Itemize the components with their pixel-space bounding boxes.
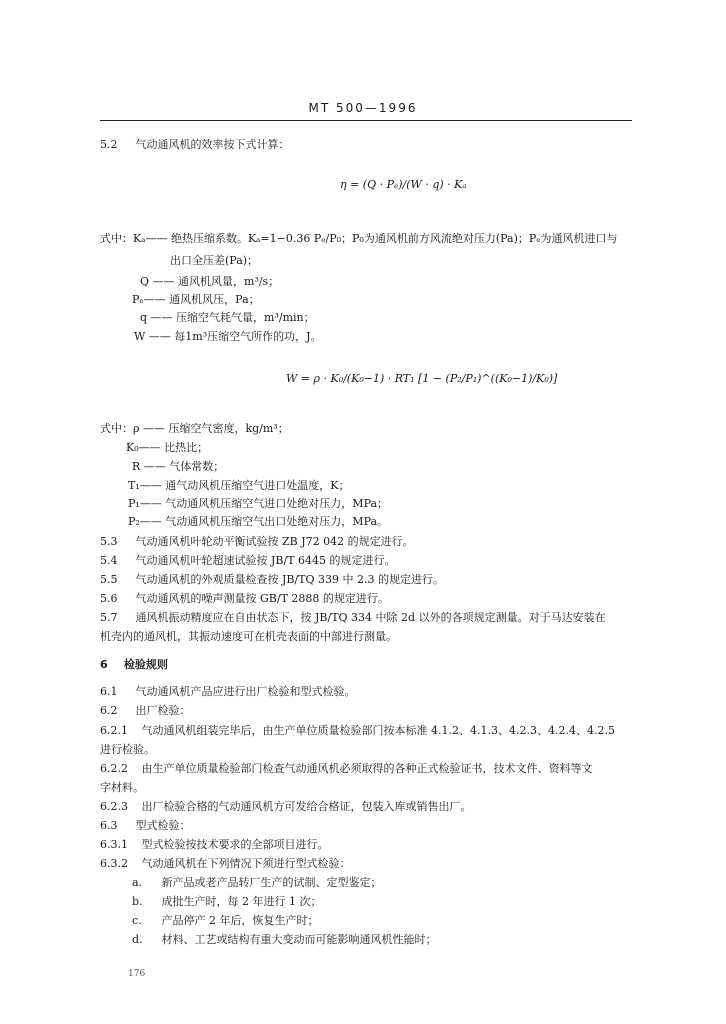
clause-number: 5.6: [100, 592, 118, 605]
clause-6-2-3: [100, 800, 472, 815]
where1-item: W —— 每1m³压缩空气所作的功，J。: [134, 330, 322, 343]
clause-5-5: [100, 573, 444, 588]
list-letter: d.: [132, 933, 143, 946]
clause-number: 6.2.2: [100, 762, 128, 775]
clause-6-1: [100, 685, 356, 700]
clause-6-3-1: [100, 838, 329, 853]
where2-item: K₀—— 比热比；: [126, 441, 209, 454]
where1-lead: 式中：Kₐ—— 绝热压缩系数。Kₐ=1−0.36 Pₑ/P₀；P₀为通风机前方风流绝对压力(Pa)；Pₑ为通风机进口与: [100, 232, 618, 245]
clause-number: 5.5: [100, 573, 118, 586]
clause-text: 出厂检验合格的气动通风机方可发给合格证，包装入库或销售出厂。: [141, 800, 472, 813]
list-letter: a.: [132, 876, 143, 889]
clause-number: 5.2: [100, 138, 118, 151]
where2-item: R —— 气体常数；: [132, 460, 225, 473]
clause-text: 气动通风机的效率按下式计算：: [135, 138, 290, 151]
clause-number: 6.1: [100, 685, 118, 698]
clause-text: 气动通风机叶轮动平衡试验按 ZB J72 042 的规定进行。: [135, 535, 414, 548]
list-item: [132, 933, 437, 948]
clause-number: 5.4: [100, 554, 118, 567]
clause-text: 气动通风机产品应进行出厂检验和型式检验。: [135, 685, 356, 698]
section-6-heading: [100, 658, 168, 673]
clause-5-2: [100, 138, 290, 153]
list-text: 产品停产 2 年后，恢复生产时；: [161, 914, 319, 927]
clause-text: 型式检验：: [135, 819, 191, 832]
page-number: 176: [128, 969, 146, 979]
list-text: 成批生产时，每 2 年进行 1 次；: [161, 895, 322, 908]
where1-item: Q —— 通风机风量，m³/s；: [140, 275, 280, 288]
list-item: [132, 895, 321, 910]
where2-item: P₁—— 气动通风机压缩空气进口处绝对压力，MPa；: [128, 497, 389, 510]
clause-text: 气动通风机的外观质量检查按 JB/TQ 339 中 2.3 的规定进行。: [135, 573, 445, 586]
list-text: 材料、工艺或结构有重大变动而可能影响通风机性能时；: [161, 933, 437, 946]
clause-5-7: [100, 611, 606, 626]
clause-5-3: [100, 535, 414, 550]
clause-number: 6.2: [100, 704, 118, 717]
list-letter: b.: [132, 895, 143, 908]
clause-6-3: [100, 819, 191, 834]
clause-number: 5.7: [100, 611, 118, 624]
work-formula: W = ρ · K₀/(K₀−1) · RT₁ [1 − (P₂/P₁)^((K₀−1)/K₀)]: [286, 372, 558, 385]
where2-lead: 式中：ρ —— 压缩空气密度，kg/m³；: [100, 422, 289, 435]
clause-6-2-1-cont: 进行检验。: [100, 743, 155, 756]
list-item: [132, 876, 382, 891]
clause-text: 气动通风机在下列情况下须进行型式检验：: [141, 857, 351, 870]
where2-item: T₁—— 通气动风机压缩空气进口处温度，K；: [128, 479, 350, 492]
header-rule: [100, 120, 632, 121]
list-item: [132, 914, 319, 929]
clause-5-7-cont: 机壳内的通风机，其振动速度可在机壳表面的中部进行测量。: [100, 630, 397, 643]
clause-text: 气动通风机组装完毕后，由生产单位质量检验部门按本标准 4.1.2、4.1.3、4.2.3、4.2.4、4.2.5: [141, 724, 615, 737]
clause-text: 出厂检验：: [135, 704, 191, 717]
clause-6-3-2: [100, 857, 351, 872]
list-text: 新产品或老产品转厂生产的试制、定型鉴定；: [161, 876, 382, 889]
clause-6-2-1: [100, 724, 615, 739]
clause-number: 6.2.1: [100, 724, 128, 737]
clause-number: 5.3: [100, 535, 118, 548]
section-number: 6: [100, 658, 108, 671]
clause-6-2: [100, 704, 191, 719]
where1-item: Pₑ—— 通风机风压，Pa；: [132, 293, 260, 306]
clause-6-2-2: [100, 762, 593, 777]
clause-6-2-2-cont: 字材料。: [100, 781, 144, 794]
clause-number: 6.3.1: [100, 838, 128, 851]
clause-text: 型式检验按技术要求的全部项目进行。: [141, 838, 329, 851]
where2-item: P₂—— 气动通风机压缩空气出口处绝对压力，MPa。: [128, 515, 389, 528]
section-title: 检验规则: [123, 658, 168, 671]
list-letter: c.: [132, 914, 142, 927]
page-header-standard-number: MT 500—1996: [308, 101, 418, 115]
efficiency-formula: η = (Q · Pₑ)/(W · q) · Kₐ: [340, 178, 467, 191]
clause-text: 气动通风机的噪声测量按 GB/T 2888 的规定进行。: [135, 592, 389, 605]
clause-text: 通风机振动精度应在自由状态下，按 JB/TQ 334 中除 2d 以外的各项规定测量。对于马达安装在: [135, 611, 606, 624]
where1-item: q —— 压缩空气耗气量，m³/min；: [140, 311, 315, 324]
clause-text: 气动通风机叶轮超速试验按 JB/T 6445 的规定进行。: [135, 554, 396, 567]
clause-5-6: [100, 592, 389, 607]
clause-text: 由生产单位质量检验部门检查气动通风机必须取得的各种正式检验证书，技术文件、资料等文: [141, 762, 593, 775]
where1-cont: 出口全压差(Pa)；: [170, 254, 259, 267]
clause-number: 6.3: [100, 819, 118, 832]
clause-5-4: [100, 554, 396, 569]
clause-number: 6.2.3: [100, 800, 128, 813]
clause-number: 6.3.2: [100, 857, 128, 870]
